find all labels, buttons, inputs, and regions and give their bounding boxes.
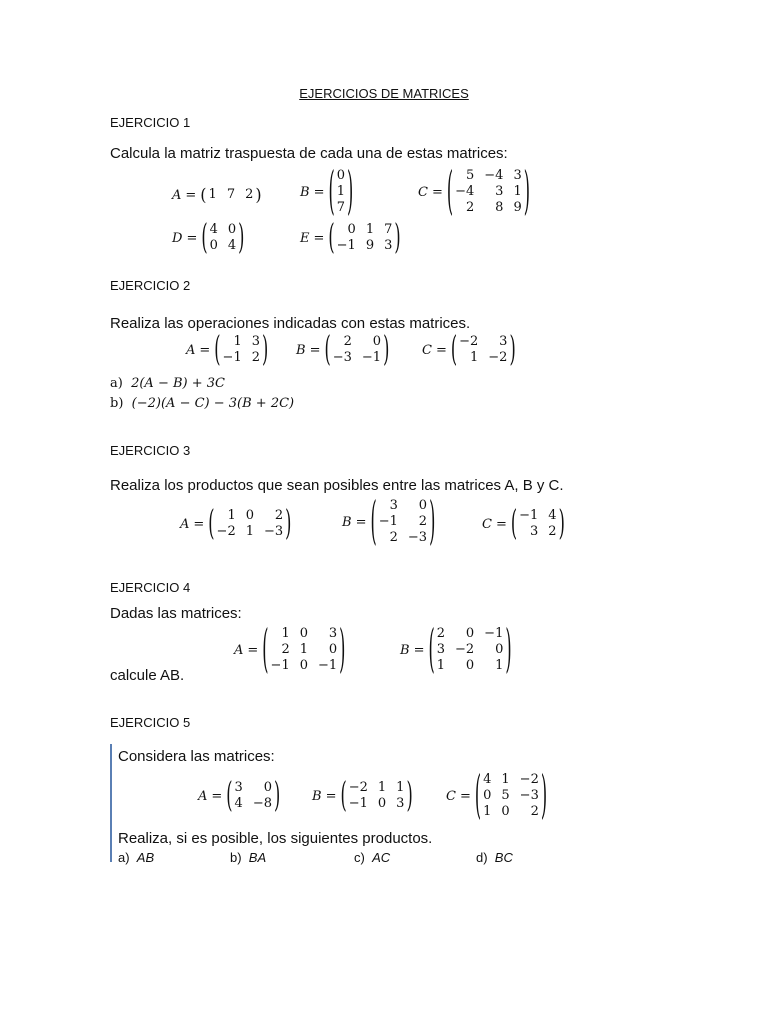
- matrix: [422, 328, 516, 370]
- equals-sign: =: [459, 788, 471, 804]
- right-paren: ): [262, 328, 269, 370]
- right-paren: ): [383, 328, 390, 370]
- equals-sign: =: [413, 642, 425, 658]
- equals-sign: =: [313, 184, 325, 200]
- product-label: a): [118, 850, 130, 865]
- matrix: [234, 618, 346, 679]
- equals-sign: =: [199, 342, 211, 358]
- matrix-entry: −2: [348, 780, 368, 795]
- matrix-entry: 1: [336, 184, 345, 199]
- matrix-entry: 3: [328, 626, 338, 641]
- matrix-body: [340, 774, 413, 816]
- left-paren: (: [214, 328, 221, 370]
- operation-a: [110, 376, 225, 391]
- matrix-name: A: [198, 788, 208, 804]
- right-paren: ): [429, 490, 436, 551]
- document-title: EJERCICIOS DE MATRICES: [299, 86, 469, 101]
- left-paren: (: [208, 502, 215, 544]
- matrix-entries: [223, 334, 260, 366]
- matrix-entry: 0: [501, 804, 510, 819]
- exercise-5-heading: EJERCICIO 5: [110, 715, 191, 730]
- equals-sign: =: [211, 788, 223, 804]
- matrix-entry: 3: [389, 498, 398, 513]
- matrix-entry: 1: [208, 187, 217, 202]
- matrix-body: [510, 502, 565, 544]
- matrix-entry: −1: [336, 238, 356, 253]
- matrix-entry: 0: [245, 508, 254, 523]
- matrix-entry: −2: [488, 350, 508, 365]
- exercise-2-heading: EJERCICIO 2: [110, 278, 191, 293]
- matrix-entries: [455, 168, 522, 216]
- matrix-entry: 4: [483, 772, 492, 787]
- matrix-entry: 0: [418, 498, 428, 513]
- matrix-body: [226, 774, 281, 816]
- matrix-body: [428, 618, 512, 679]
- matrix-entries: [437, 626, 504, 674]
- matrix-entry: 2: [245, 187, 254, 202]
- matrix-name: B: [400, 642, 410, 658]
- matrix-entry: 2: [436, 626, 445, 641]
- matrix-entry: −3: [519, 788, 539, 803]
- matrix-entry: 7: [336, 200, 345, 215]
- matrix-entries: [235, 780, 272, 812]
- matrix-body: [474, 764, 548, 825]
- exercise-4-heading: EJERCICIO 4: [110, 580, 191, 595]
- matrix-name: C: [418, 184, 428, 200]
- matrix-entry: −2: [216, 524, 236, 539]
- left-paren: (: [446, 160, 454, 221]
- matrix-entry: 0: [372, 334, 382, 349]
- left-paren: (: [201, 216, 208, 258]
- exercise-5-accent-bar: [110, 744, 112, 862]
- matrix-entry: 0: [465, 626, 475, 641]
- matrix-entry: −1: [348, 796, 368, 811]
- matrix-entry: 7: [226, 187, 236, 202]
- matrix-entry: 3: [384, 238, 393, 253]
- matrix-entries: [337, 222, 393, 254]
- product-expression: BA: [248, 850, 267, 865]
- equals-sign: =: [325, 788, 337, 804]
- product-expression: BC: [494, 850, 513, 865]
- matrix-entry: 2: [281, 642, 290, 657]
- matrix-entry: 0: [347, 222, 356, 237]
- matrix-entry: 4: [234, 796, 243, 811]
- left-paren: (: [262, 618, 269, 679]
- matrix-entry: 2: [251, 350, 260, 365]
- matrix-body: [201, 216, 245, 258]
- matrix-entries: [519, 508, 556, 540]
- matrix-entry: −4: [455, 184, 475, 199]
- matrix: [312, 774, 413, 816]
- left-paren: (: [328, 216, 335, 258]
- matrix-body: [208, 502, 292, 544]
- equals-sign: =: [247, 642, 259, 658]
- matrix-name: B: [296, 342, 306, 358]
- matrix-entry: 0: [377, 796, 387, 811]
- left-paren: (: [324, 328, 331, 370]
- matrix-entry: 9: [365, 238, 375, 253]
- matrix-entry: −3: [407, 530, 428, 545]
- matrix-entry: 7: [384, 222, 393, 237]
- right-paren: ): [406, 774, 413, 816]
- matrix-body: [446, 160, 530, 221]
- matrix: [482, 502, 565, 544]
- matrix-entry: −1: [519, 508, 539, 523]
- matrix-entries: [209, 187, 254, 203]
- matrix-entry: 4: [227, 238, 237, 253]
- matrix-entry: −4: [484, 168, 504, 183]
- matrix-body: [370, 490, 436, 551]
- matrix-entry: 3: [499, 334, 508, 349]
- matrix: [418, 160, 530, 221]
- matrix-entry: 0: [299, 658, 308, 673]
- matrix-entry: 3: [234, 780, 243, 795]
- matrix-entry: 1: [470, 350, 479, 365]
- matrix-entry: 3: [513, 168, 522, 183]
- matrix-entry: 1: [233, 334, 242, 349]
- matrix-entries: [271, 626, 338, 674]
- matrix-entry: −1: [222, 350, 242, 365]
- product-list: [118, 850, 538, 868]
- matrix-name: D: [172, 230, 183, 246]
- right-paren: ): [274, 774, 281, 816]
- operation-a-expression: 2(A − B) + 3C: [131, 376, 225, 391]
- equals-sign: =: [435, 342, 447, 358]
- left-paren: (: [474, 764, 482, 825]
- matrix-entry: 1: [396, 780, 405, 795]
- matrix-entry: −1: [378, 514, 398, 529]
- matrix-entries: [333, 334, 381, 366]
- matrix-entry: −1: [270, 658, 290, 673]
- matrix-entries: [337, 168, 345, 216]
- left-paren: (: [510, 502, 518, 544]
- matrix: [180, 502, 292, 544]
- matrix-body: [328, 160, 354, 221]
- operation-a-label: a): [110, 376, 123, 391]
- matrix-entry: 0: [209, 238, 218, 253]
- exercise-3-heading: EJERCICIO 3: [110, 443, 191, 458]
- matrix-body: [200, 184, 262, 205]
- matrix-entry: 0: [483, 788, 492, 803]
- equals-sign: =: [193, 516, 205, 532]
- matrix-entry: 0: [263, 780, 272, 795]
- equals-sign: =: [186, 230, 198, 246]
- matrix-entry: 0: [336, 168, 345, 183]
- product-label: d): [476, 850, 488, 865]
- matrix-entry: 5: [466, 168, 475, 183]
- matrix-name: B: [312, 788, 322, 804]
- matrix-name: A: [172, 187, 182, 203]
- equals-sign: =: [309, 342, 321, 358]
- matrix: [446, 764, 548, 825]
- matrix-entry: 1: [227, 508, 236, 523]
- matrix-name: A: [186, 342, 196, 358]
- matrix-body: [328, 216, 401, 258]
- product-label: b): [230, 850, 242, 865]
- matrix-entry: −1: [318, 658, 338, 673]
- exercise-5-instruction: Realiza, si es posible, los siguientes productos.: [118, 830, 433, 847]
- equals-sign: =: [313, 230, 325, 246]
- matrix: [300, 216, 401, 258]
- matrix: [172, 216, 245, 258]
- matrix-name: C: [422, 342, 432, 358]
- product-item-b: [230, 850, 266, 865]
- matrix: [186, 328, 269, 370]
- product-expression: AC: [372, 850, 391, 865]
- matrix-body: [324, 328, 390, 370]
- left-paren: (: [200, 184, 207, 205]
- right-paren: ): [347, 160, 354, 221]
- matrix-entry: 2: [548, 524, 557, 539]
- matrix-name: A: [180, 516, 190, 532]
- matrix-entry: 5: [501, 788, 510, 803]
- equals-sign: =: [185, 187, 197, 203]
- matrix: [296, 328, 390, 370]
- matrix-entry: 9: [513, 200, 522, 215]
- matrix-entry: −2: [455, 642, 475, 657]
- exercise-1-heading: EJERCICIO 1: [110, 115, 191, 130]
- matrix-entry: 1: [281, 626, 290, 641]
- left-paren: (: [328, 160, 335, 221]
- left-paren: (: [340, 774, 347, 816]
- matrix-name: B: [342, 514, 352, 530]
- left-paren: (: [370, 490, 377, 551]
- right-paren: ): [509, 328, 516, 370]
- left-paren: (: [226, 774, 233, 816]
- matrix: [400, 618, 512, 679]
- matrix-name: C: [446, 788, 456, 804]
- matrix-entry: 1: [436, 658, 445, 673]
- matrix: [342, 490, 436, 551]
- exercise-3-prompt: Realiza los productos que sean posibles entre las matrices A, B y C.: [110, 477, 564, 494]
- matrix-entry: 2: [530, 804, 539, 819]
- matrix-entry: −2: [519, 772, 539, 787]
- matrix-entry: −8: [252, 796, 272, 811]
- matrix-entry: −3: [264, 524, 284, 539]
- matrix-entry: 3: [251, 334, 260, 349]
- matrix-entry: 1: [245, 524, 254, 539]
- matrix-entry: −1: [484, 626, 504, 641]
- matrix-entry: 1: [299, 642, 308, 657]
- right-paren: ): [394, 216, 401, 258]
- operation-b-expression: (−2)(A − C) − 3(B + 2C): [131, 396, 295, 411]
- matrix-body: [262, 618, 346, 679]
- matrix-entry: 3: [530, 524, 539, 539]
- right-paren: ): [238, 216, 245, 258]
- matrix-entry: 2: [418, 514, 428, 529]
- matrix: [300, 160, 354, 221]
- matrix: [172, 184, 262, 205]
- matrix-entries: [217, 508, 284, 540]
- matrix-entry: 1: [495, 658, 504, 673]
- matrix-entry: 2: [466, 200, 475, 215]
- exercise-1-prompt: Calcula la matriz traspuesta de cada una de estas matrices:: [110, 145, 508, 162]
- matrix-entries: [483, 772, 539, 820]
- exercise-4-instruction: calcule AB.: [110, 667, 185, 684]
- matrix-entry: 0: [495, 642, 504, 657]
- matrix-entry: 1: [377, 780, 387, 795]
- exercise-5-prompt: Considera las matrices:: [118, 748, 275, 765]
- matrix-entry: 8: [495, 200, 504, 215]
- matrix-entry: 0: [227, 222, 237, 237]
- matrix-entry: −1: [361, 350, 382, 365]
- matrix-entry: 2: [343, 334, 352, 349]
- matrix-body: [450, 328, 516, 370]
- equals-sign: =: [355, 514, 367, 530]
- matrix-entry: 0: [328, 642, 338, 657]
- matrix-entry: 2: [389, 530, 398, 545]
- matrix-entries: [379, 498, 427, 546]
- matrix-name: A: [234, 642, 244, 658]
- matrix-entries: [459, 334, 507, 366]
- matrix-entries: [210, 222, 237, 254]
- right-paren: ): [558, 502, 565, 544]
- right-paren: ): [540, 764, 548, 825]
- right-paren: ): [339, 618, 346, 679]
- matrix-entry: 1: [513, 184, 522, 199]
- matrix-entry: −3: [332, 350, 352, 365]
- equals-sign: =: [495, 516, 507, 532]
- product-item-a: [118, 850, 154, 865]
- product-item-c: [354, 850, 390, 865]
- product-label: c): [354, 850, 365, 865]
- right-paren: ): [285, 502, 292, 544]
- left-paren: (: [428, 618, 435, 679]
- operation-b: [110, 396, 294, 411]
- matrix-entry: 0: [299, 626, 308, 641]
- right-paren: ): [505, 618, 512, 679]
- equals-sign: =: [431, 184, 443, 200]
- matrix-entry: −2: [459, 334, 479, 349]
- matrix-entry: 3: [495, 184, 504, 199]
- operation-b-label: b): [110, 396, 124, 411]
- matrix-body: [214, 328, 269, 370]
- right-paren: ): [523, 160, 530, 221]
- matrix-entries: [349, 780, 405, 812]
- matrix-entry: 1: [501, 772, 510, 787]
- matrix-entry: 1: [483, 804, 492, 819]
- matrix-name: C: [482, 516, 492, 532]
- matrix-entry: 1: [365, 222, 375, 237]
- right-paren: ): [255, 184, 262, 205]
- matrix-entry: 3: [436, 642, 445, 657]
- matrix: [198, 774, 281, 816]
- matrix-entry: 0: [465, 658, 475, 673]
- matrix-name: E: [300, 230, 310, 246]
- exercise-2-prompt: Realiza las operaciones indicadas con estas matrices.: [110, 315, 471, 332]
- product-expression: AB: [136, 850, 155, 865]
- matrix-entry: 4: [548, 508, 557, 523]
- matrix-entry: 3: [396, 796, 405, 811]
- matrix-name: B: [300, 184, 310, 200]
- exercise-4-prompt: Dadas las matrices:: [110, 605, 242, 622]
- matrix-entry: 4: [209, 222, 218, 237]
- matrix-entry: 2: [274, 508, 284, 523]
- product-item-d: [476, 850, 513, 865]
- left-paren: (: [450, 328, 458, 370]
